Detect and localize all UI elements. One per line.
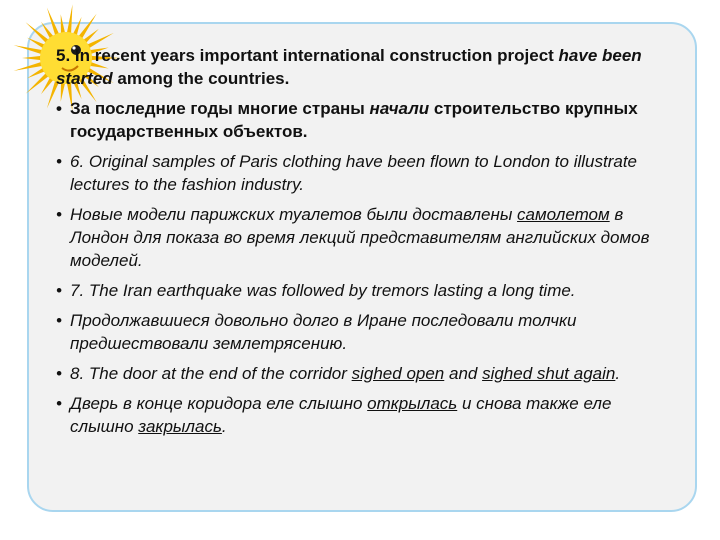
sun-ray: [26, 22, 50, 44]
bullet-dot: •: [56, 99, 62, 118]
paragraph-p1: [56, 44, 656, 90]
text-run: among the countries.: [112, 69, 290, 88]
bullet-dot: •: [56, 205, 62, 224]
paragraph-p2: [56, 97, 656, 143]
bullet-dot: •: [56, 311, 62, 330]
paragraph-p3: [56, 150, 656, 196]
text-run: .: [615, 364, 621, 383]
bullet-dot: •: [56, 152, 62, 171]
text-run: и снова также еле слышно: [70, 394, 612, 436]
text-run: sighed open: [351, 364, 445, 383]
sun-ray: [61, 14, 66, 34]
sun-ray: [78, 14, 97, 40]
text-run: строительство крупных государственных объектов.: [70, 99, 638, 141]
text-run: За последние годы многие страны: [70, 99, 370, 118]
text-run: Новые модели парижских туалетов были доставлены: [70, 205, 518, 224]
text-run: начали: [369, 99, 430, 118]
paragraph-p6: [56, 309, 656, 355]
text-run: закрылась: [138, 417, 222, 436]
text-run: открылась: [367, 394, 458, 413]
text-run: Дверь в конце коридора еле слышно: [70, 394, 368, 413]
bullet-dot: •: [56, 364, 62, 383]
sun-ray: [67, 4, 73, 34]
text-run: в Лондон для показа во время лекций представителям английских домов моделей.: [70, 205, 650, 270]
sun-ray: [26, 72, 50, 94]
text-run: .: [221, 417, 227, 436]
sun-ray: [22, 56, 42, 60]
text-run: have been started: [56, 46, 642, 88]
text-run: 6. Original samples of Paris clothing have been flown to London to illustrate lectures to the fashion industry.: [70, 152, 637, 194]
paragraph-p5: [56, 279, 656, 302]
sun-ray: [14, 45, 44, 54]
paragraph-p8: [56, 392, 656, 438]
text-run: 5. In recent years important international construction project: [56, 46, 559, 65]
text-run: 7. The Iran earthquake was followed by tremors lasting a long time.: [70, 281, 576, 300]
paragraph-p7: [56, 362, 656, 385]
text-run: 8. The door at the end of the corridor: [70, 364, 352, 383]
bullet-dot: •: [56, 394, 62, 413]
text-run: самолетом: [517, 205, 610, 224]
text-content: [56, 44, 656, 438]
sun-ray: [14, 62, 44, 71]
text-run: Продолжавшиеся довольно долго в Иране последовали толчки предшествовали землетрясению.: [70, 311, 577, 353]
text-run: and: [444, 364, 483, 383]
bullet-dot: •: [56, 281, 62, 300]
paragraph-p4: [56, 203, 656, 272]
text-run: sighed shut again: [482, 364, 616, 383]
